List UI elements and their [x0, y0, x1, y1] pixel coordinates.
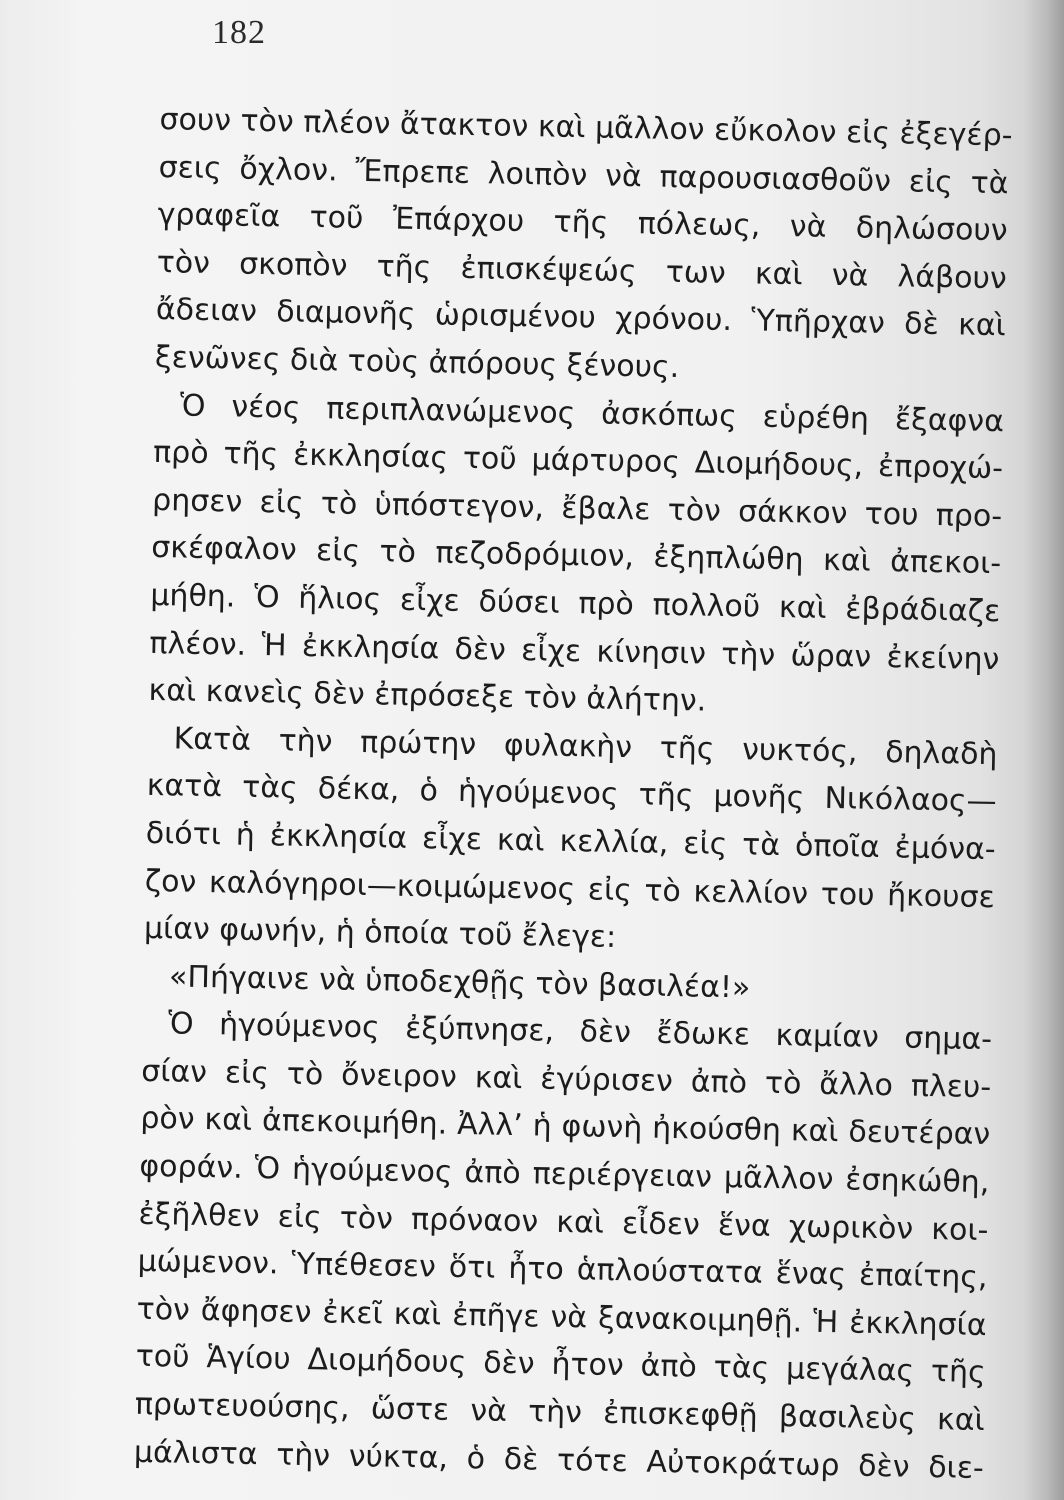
text-line: σίαν εἰς τὸ ὄνειρον καὶ ἐγύρισεν ἀπὸ τὸ ἄλλο πλευ-: [140, 1053, 992, 1106]
text-line: σουν τὸν πλέον ἄτακτον καὶ μᾶλλον εὔκολον εἰς ἐξεγέρ-: [159, 101, 1013, 154]
text-line: πρὸ τῆς ἐκκλησίας τοῦ μάρτυρος Διομήδους, ἐπροχώ-: [152, 435, 1004, 487]
text-line: ξενῶνες διὰ τοὺς ἀπόρους ξένους.: [154, 339, 680, 385]
text-line: καὶ κανεὶς δὲν ἐπρόσεξε τὸν ἀλήτην.: [148, 673, 707, 719]
spine-shadow: [1024, 0, 1064, 1500]
text-line: κατὰ τὰς δέκα, ὁ ἡγούμενος τῆς μονῆς Νικόλαος—: [146, 768, 997, 820]
text-line: μήθη. Ὁ ἥλιος εἶχε δύσει πρὸ πολλοῦ καὶ ἐβράδιαζε: [150, 577, 1001, 630]
body-text: [133, 96, 1013, 1492]
text-line: ζον καλόγηροι—κοιμώμενος εἰς τὸ κελλίον του ἤκουσε: [144, 863, 996, 915]
text-line: ρησεν εἰς τὸ ὑπόστεγον, ἔβαλε τὸν σάκκον του προ-: [151, 482, 1003, 534]
text-line: διότι ἡ ἐκκλησία εἶχε καὶ κελλία, εἰς τὰ ὁποῖα ἐμόνα-: [145, 815, 997, 868]
text-line: Κατὰ τὴν πρώτην φυλακὴν τῆς νυκτός, δηλαδὴ: [173, 721, 998, 772]
text-line: ἄδειαν διαμονῆς ὡρισμένου χρόνου. Ὑπῆρχαν δὲ καὶ: [155, 292, 1007, 344]
text-line: «Πήγαινε νὰ ὑποδεχθῇς τὸν βασιλέα!»: [168, 959, 751, 1006]
text-line: σεις ὄχλον. Ἔπρεπε λοιπὸν νὰ παρουσιασθοῦν εἰς τὰ: [158, 149, 1009, 201]
text-line: γραφεῖα τοῦ Ἐπάρχου τῆς πόλεως, νὰ δηλώσουν: [157, 197, 1008, 249]
text-line: ἐξῆλθεν εἰς τὸν πρόναον καὶ εἶδεν ἕνα χωρικὸν κοι-: [138, 1196, 989, 1248]
text-line: μάλιστα τὴν νύκτα, ὁ δὲ τότε Αὐτοκράτωρ δὲν διε-: [133, 1434, 985, 1486]
text-line: τοῦ Ἁγίου Διομήδους δὲν ἦτον ἀπὸ τὰς μεγάλας τῆς: [135, 1339, 986, 1391]
text-line: τὸν ἄφησεν ἐκεῖ καὶ ἐπῆγε νὰ ξανακοιμηθῇ. Ἡ ἐκκλησία: [136, 1291, 987, 1343]
text-line: τὸν σκοπὸν τῆς ἐπισκέψεώς των καὶ νὰ λάβουν: [156, 244, 1007, 297]
text-line: ρὸν καὶ ἀπεκοιμήθη. Ἀλλ’ ἡ φωνὴ ἠκούσθη καὶ δευτέραν: [140, 1101, 991, 1153]
text-line: μώμενον. Ὑπέθεσεν ὅτι ἦτο ἁπλούστατα ἕνας ἐπαίτης,: [137, 1244, 988, 1296]
text-line: φοράν. Ὁ ἡγούμενος ἀπὸ περιέργειαν μᾶλλον ἐσηκώθη,: [139, 1148, 990, 1201]
page-number: 182: [212, 14, 266, 51]
text-line: μίαν φωνήν, ἡ ὁποία τοῦ ἔλεγε:: [143, 910, 617, 956]
text-line: Ὁ ἡγούμενος ἐξύπνησε, δὲν ἔδωκε καμίαν σημα-: [167, 1006, 993, 1058]
text-line: πλέον. Ἡ ἐκκλησία δὲν εἶχε κίνησιν τὴν ὥραν ἐκείνην: [149, 625, 1000, 677]
text-line: Ὁ νέος περιπλανώμενος ἀσκόπως εὑρέθη ἔξαφνα: [179, 388, 1005, 439]
text-line: σκέφαλον εἰς τὸ πεζοδρόμιον, ἐξηπλώθη καὶ ἀπεκοι-: [150, 530, 1002, 582]
text-line: πρωτευούσης, ὥστε νὰ τὴν ἐπισκεφθῇ βασιλεὺς καὶ: [134, 1386, 986, 1439]
